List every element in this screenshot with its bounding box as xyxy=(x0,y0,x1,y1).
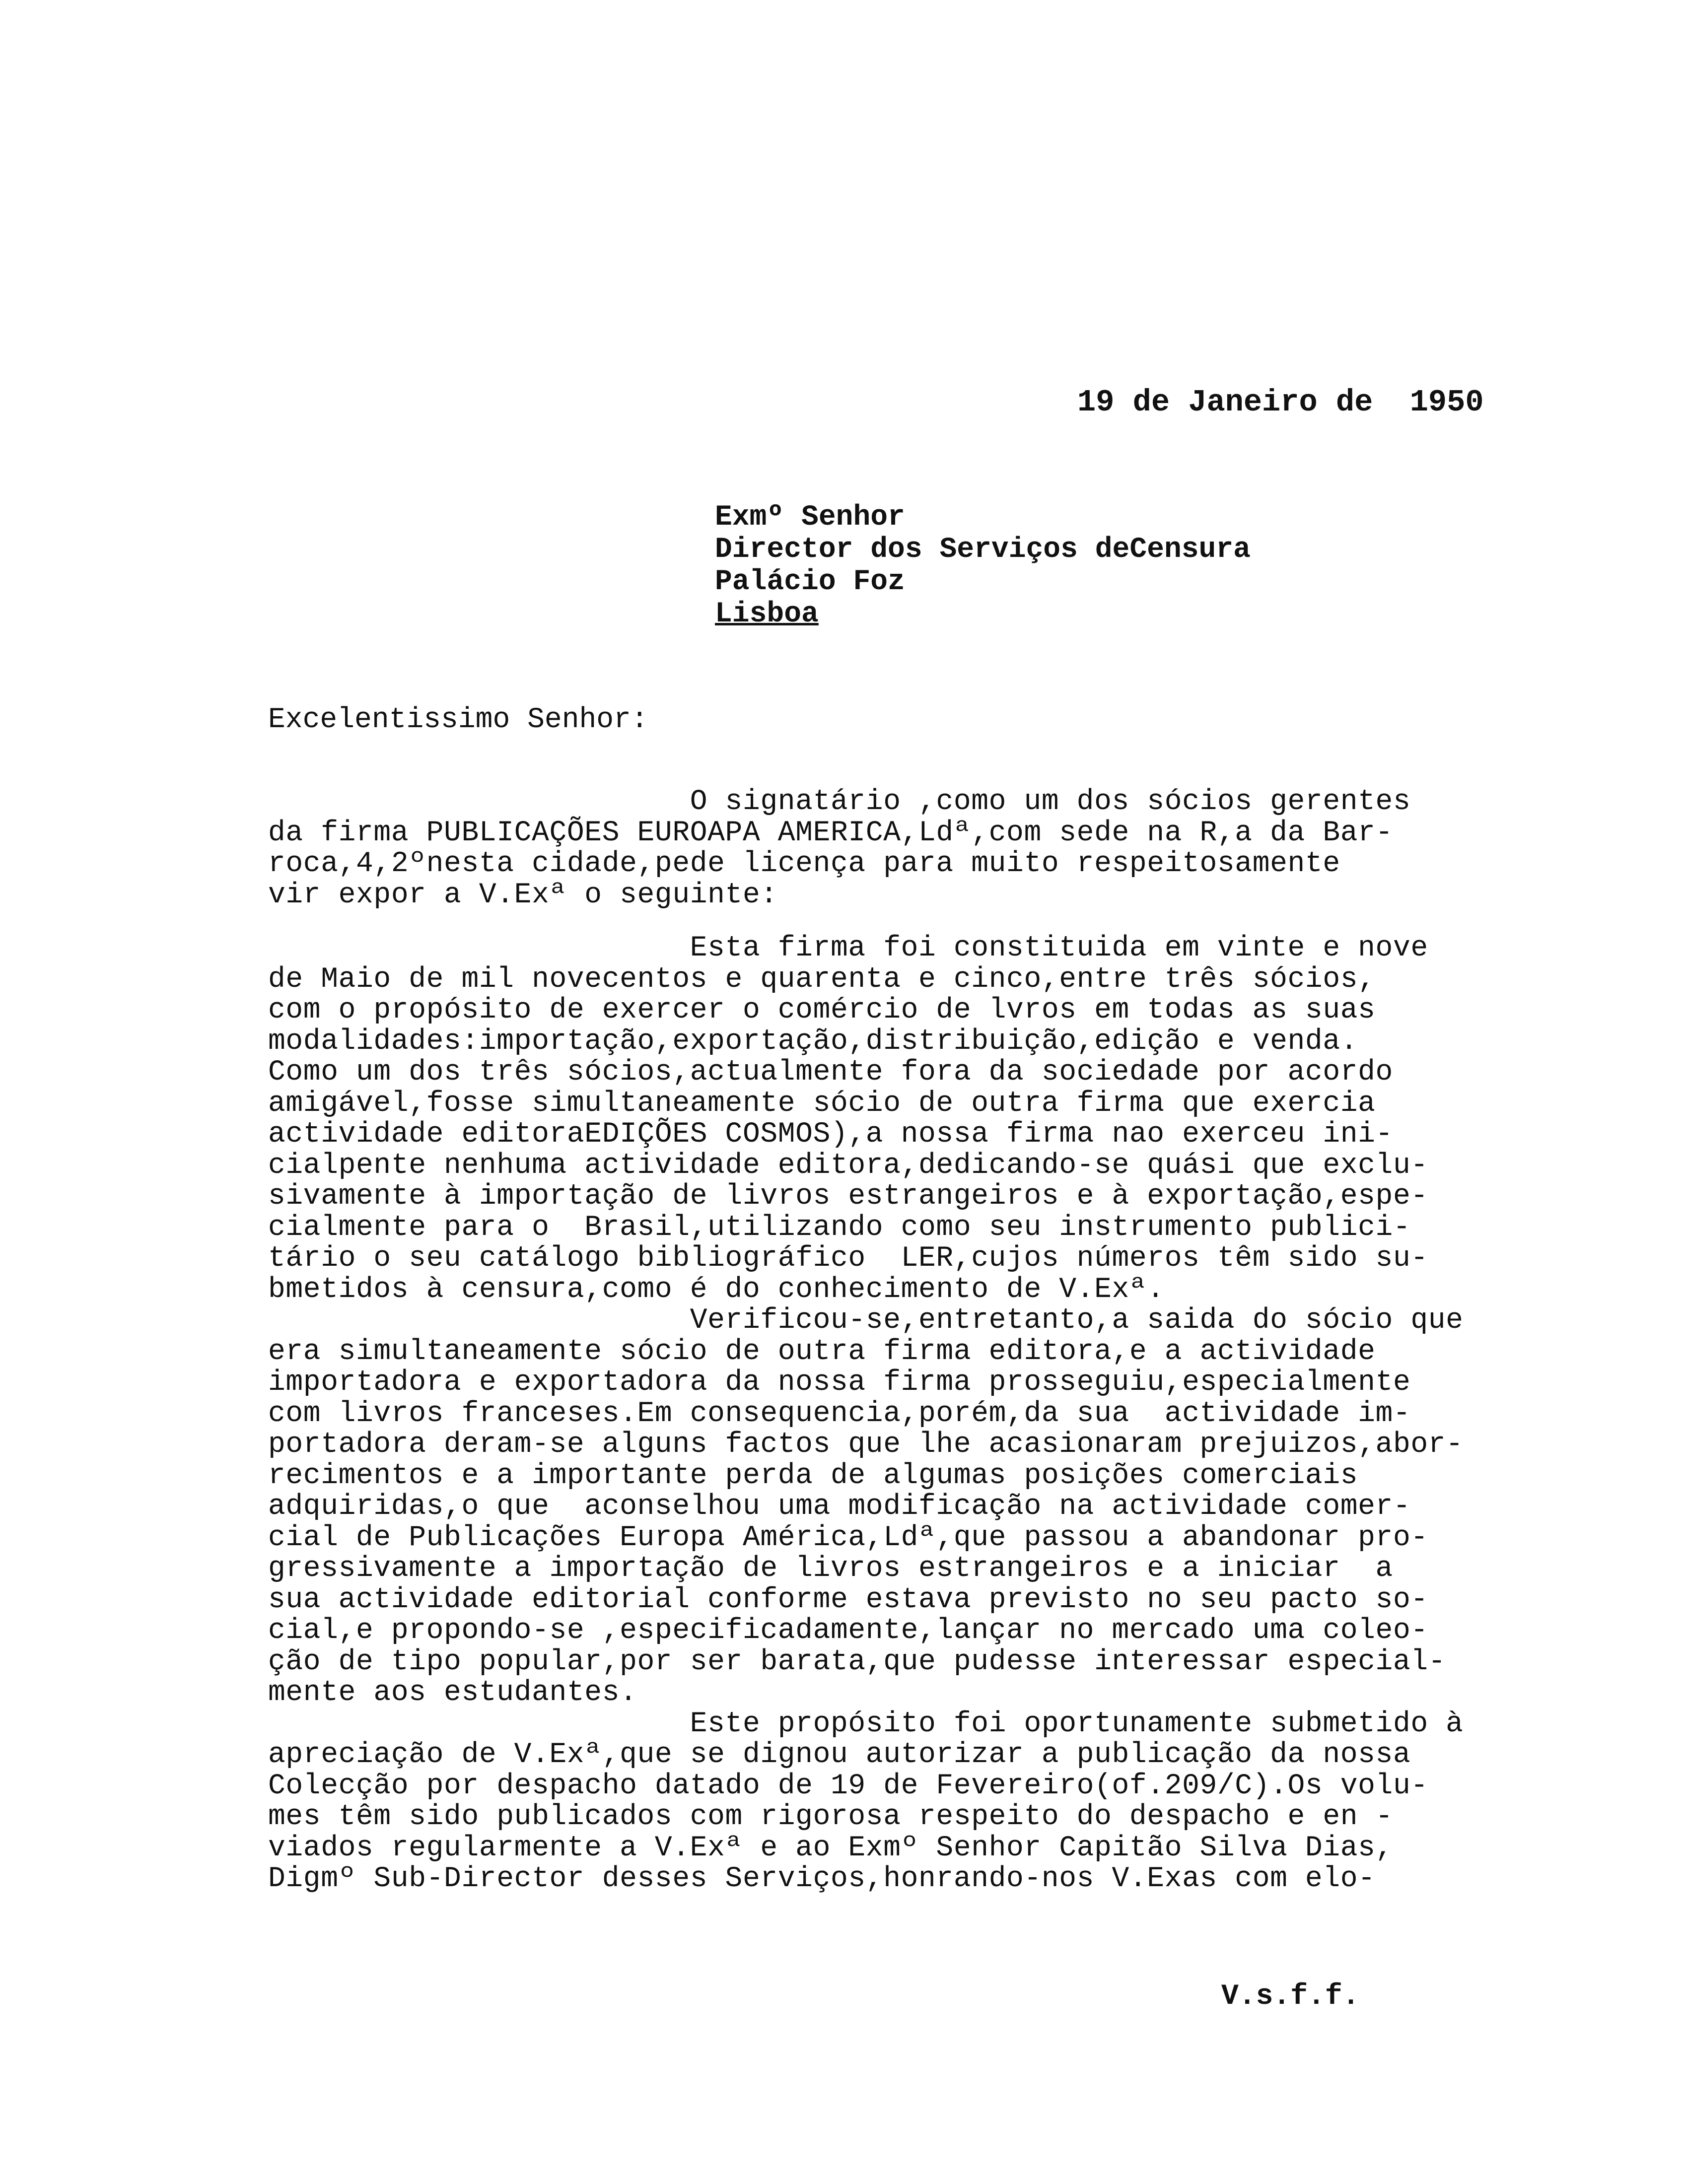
text-line: cial,e propondo-se ,especificadamente,lançar no mercado uma coleo- xyxy=(268,1615,1428,1647)
text-line: bmetidos à censura,como é do conhecimento de V.Exª. xyxy=(268,1273,1165,1306)
text-line: portadora deram-se alguns factos que lhe acasionaram prejuizos,abor- xyxy=(268,1429,1464,1461)
text-line: tário o seu catálogo bibliográfico LER,cujos números têm sido su- xyxy=(268,1242,1428,1275)
recipient-salutation: Exmº Senhor xyxy=(715,501,905,534)
text-line: cialpente nenhuma actividade editora,dedicando-se quási que exclu- xyxy=(268,1149,1428,1182)
text-line: ção de tipo popular,por ser barata,que pudesse interessar especial- xyxy=(268,1645,1446,1678)
text-line: de Maio de mil novecentos e quarenta e cinco,entre três sócios, xyxy=(268,963,1376,996)
recipient-title: Director dos Serviços deCensura xyxy=(715,534,1251,566)
paragraph-2 xyxy=(268,933,1584,1305)
text-line: amigável,fosse simultaneamente sócio de outra firma que exercia xyxy=(268,1087,1376,1120)
text-line: era simultaneamente sócio de outra firma editora,e a actividade xyxy=(268,1335,1376,1368)
text-line: modalidades:importação,exportação,distribuição,edição e venda. xyxy=(268,1025,1358,1058)
text-line: Esta firma foi constituida em vinte e nove xyxy=(268,932,1428,964)
text-line: Como um dos três sócios,actualmente fora da sociedade por acordo xyxy=(268,1056,1393,1089)
paragraph-1 xyxy=(268,787,1584,911)
text-line: sivamente à importação de livros estrangeiros e à exportação,espe- xyxy=(268,1180,1428,1213)
text-line: da firma PUBLICAÇÕES EUROAPA AMERICA,Ldª,com sede na R,a da Bar- xyxy=(268,817,1393,849)
letter-body xyxy=(268,787,1584,1895)
text-line: apreciação de V.Exª,que se dignou autorizar a publicação da nossa xyxy=(268,1739,1411,1771)
text-line: com o propósito de exercer o comércio de lvros em todas as suas xyxy=(268,994,1376,1026)
text-line: vir expor a V.Exª o seguinte: xyxy=(268,879,778,911)
paragraph-3 xyxy=(268,1305,1584,1709)
text-line: mente aos estudantes. xyxy=(268,1677,637,1709)
text-line: gressivamente a importação de livros estrangeiros e a iniciar a xyxy=(268,1553,1393,1585)
text-line: viados regularmente a V.Exª e ao Exmº Senhor Capitão Silva Dias, xyxy=(268,1832,1393,1864)
recipient-building: Palácio Foz xyxy=(715,566,905,598)
text-line: Digmº Sub-Director desses Serviços,honrando-nos V.Exas com elo- xyxy=(268,1863,1376,1895)
paragraph-4 xyxy=(268,1709,1584,1895)
text-line: Colecção por despacho datado de 19 de Fevereiro(of.209/C).Os volu- xyxy=(268,1770,1428,1802)
text-line: cialmente para o Brasil,utilizando como seu instrumento publici- xyxy=(268,1211,1411,1244)
recipient-city: Lisboa xyxy=(715,598,819,630)
text-line: actividade editoraEDIÇÕES COSMOS),a nossa firma nao exerceu ini- xyxy=(268,1118,1393,1151)
text-line: Verificou-se,entretanto,a saida do sócio que xyxy=(268,1304,1464,1337)
text-line: O signatário ,como um dos sócios gerentes xyxy=(268,786,1411,818)
page-turn-note: V.s.f.f. xyxy=(1221,1980,1360,2013)
text-line: mes têm sido publicados com rigorosa respeito do despacho e en - xyxy=(268,1801,1393,1833)
text-line: cial de Publicações Europa América,Ldª,que passou a abandonar pro- xyxy=(268,1521,1428,1554)
text-line: importadora e exportadora da nossa firma prosseguiu,especialmente xyxy=(268,1366,1411,1399)
text-line: roca,4,2ºnesta cidade,pede licença para muito respeitosamente xyxy=(268,848,1340,880)
text-line: recimentos e a importante perda de algumas posições comerciais xyxy=(268,1459,1358,1492)
letter-greeting: Excelentissimo Senhor: xyxy=(268,704,648,736)
text-line: com livros franceses.Em consequencia,porém,da sua actividade im- xyxy=(268,1397,1411,1430)
text-line: Este propósito foi oportunamente submetido à xyxy=(268,1707,1464,1740)
text-line: sua actividade editorial conforme estava previsto no seu pacto so- xyxy=(268,1583,1428,1616)
letter-date: 19 de Janeiro de 1950 xyxy=(1077,385,1484,420)
text-line: adquiridas,o que aconselhou uma modificação na actividade comer- xyxy=(268,1491,1411,1523)
